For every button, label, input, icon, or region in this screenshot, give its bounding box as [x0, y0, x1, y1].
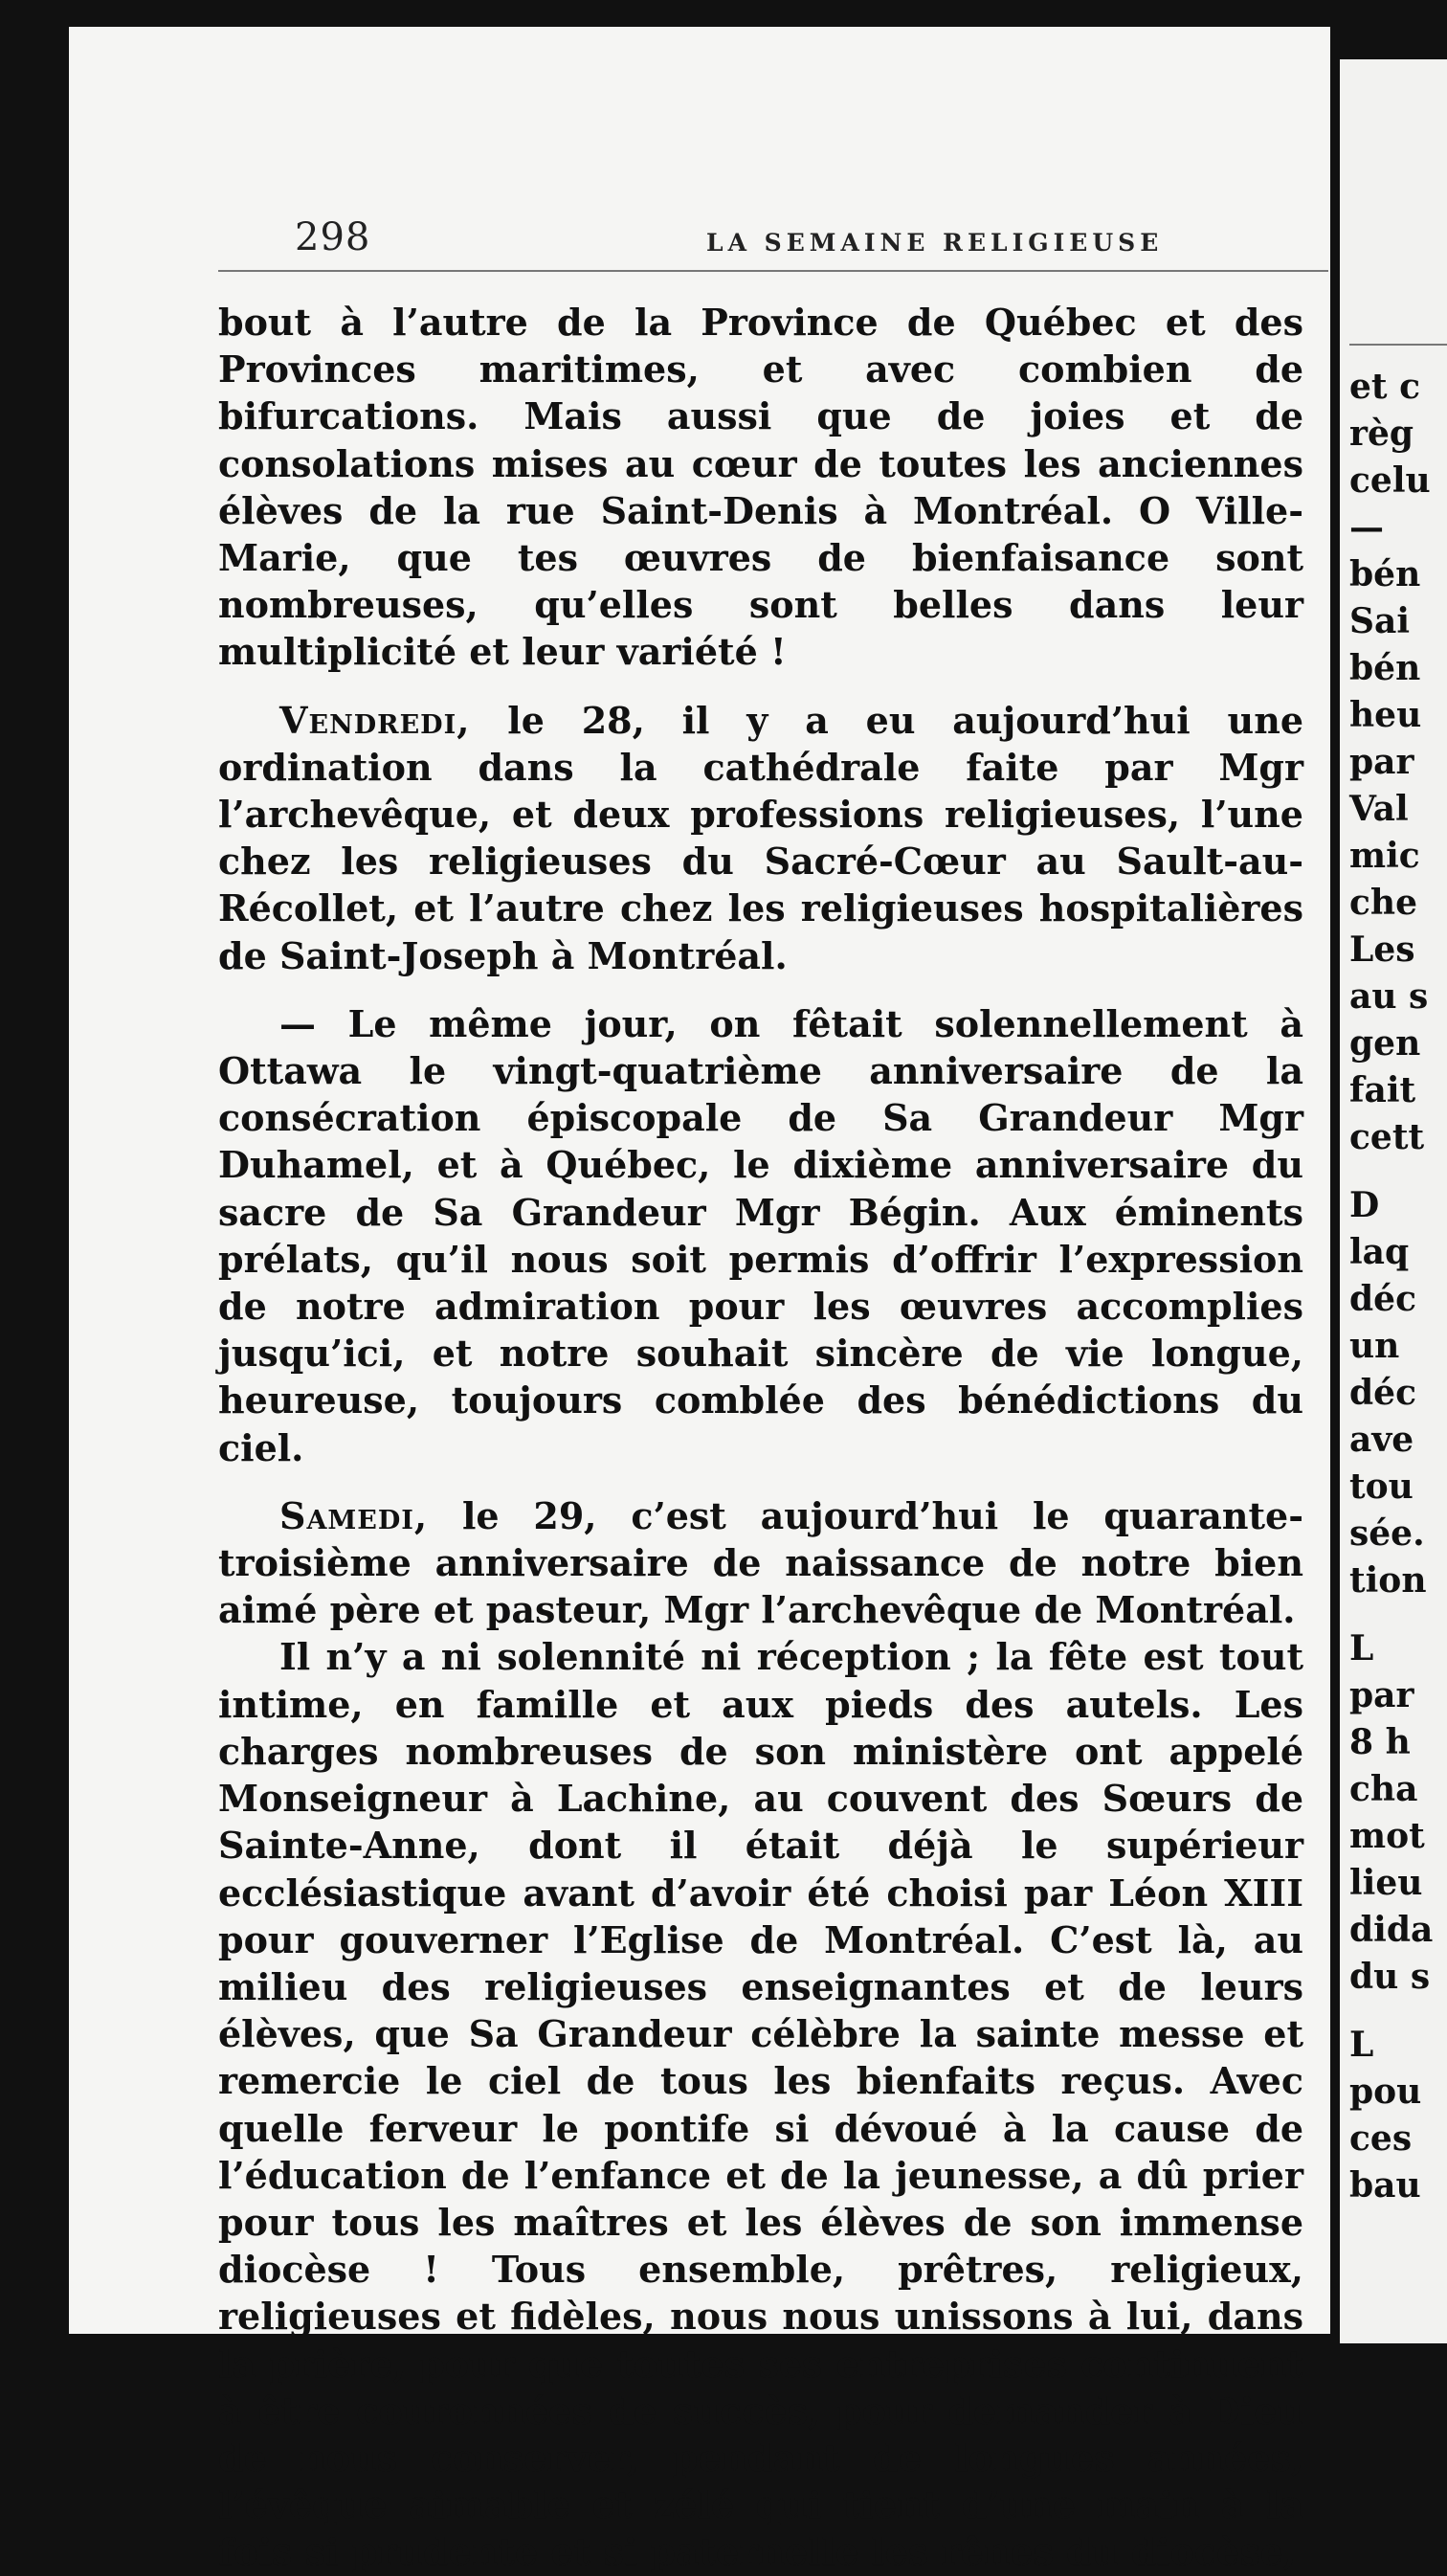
facing-page-fragment: — [1349, 507, 1384, 548]
paragraph-3: — Le même jour, on fêtait solennellement à Ottawa le vingt-quatrième anniversaire de la consécration épiscopale de Sa Grandeur Mgr Duhamel, et à Québec, le dixième anniversaire du sacre de Sa Grandeur Mgr Bégin. Aux éminents prélats, qu’il nous soit permis d’offrir l’expression de notre admiration pour les œuvres accomplies jusqu’ici, et notre souhait sincère de vie longue, heureuse, toujours comblée des bénédictions du ciel. [218, 1001, 1303, 1469]
facing-page-fragments [1349, 364, 1433, 2209]
facing-page-fragment: au s [1349, 976, 1429, 1017]
facing-page-fragment: et c [1349, 367, 1420, 407]
facing-page-fragment: bau [1349, 2165, 1421, 2206]
facing-page-fragment: mot [1349, 1816, 1425, 1856]
facing-page-fragment: Les [1349, 930, 1415, 970]
facing-page-fragment: che [1349, 883, 1417, 923]
paragraph-2-text: le 28, il y a eu aujourd’hui une ordination dans la cathédrale faite par Mgr l’archevêque, et deux professions religieuses, l’une chez les religieuses du Sacré-Cœur au Sault-au-Récollet, et l’autre chez les religieuses hospitalières de Saint-Joseph à Montréal. [218, 698, 1303, 977]
paragraph-1: bout à l’autre de la Province de Québec et des Provinces maritimes, et avec combien de bifurcations. Mais aussi que de joies et de consolations mises au cœur de toutes les anciennes élèves de la rue Saint-Denis à Montréal. O Ville-Marie, que tes œuvres de bienfaisance sont nombreuses, qu’elles sont belles dans leur multiplicité et leur variété ! [218, 301, 1303, 674]
day-lead-vendredi: Vendredi, [279, 698, 471, 742]
day-lead-samedi: Samedi, [279, 1493, 429, 1537]
facing-page-fragment: Sai [1349, 601, 1410, 641]
facing-page-fragment: par [1349, 742, 1414, 782]
facing-page-fragment: fait [1349, 1070, 1416, 1110]
page-number: 298 [295, 215, 371, 259]
facing-page-fragment: règ [1349, 414, 1414, 454]
paragraph-2 [218, 697, 1303, 979]
facing-page-fragment: du s [1349, 1957, 1431, 1997]
facing-page-fragment: déc [1349, 1279, 1416, 1319]
facing-page-fragment: L [1349, 2025, 1374, 2065]
facing-page-fragment: lieu [1349, 1863, 1423, 1903]
facing-page-fragment: tion [1349, 1560, 1427, 1601]
facing-page-fragment: 8 h [1349, 1722, 1411, 1762]
facing-page-fragment: heu [1349, 695, 1422, 735]
facing-page-fragment: par [1349, 1675, 1414, 1715]
facing-page-fragment: ces [1349, 2118, 1413, 2159]
facing-page-fragment: bén [1349, 648, 1421, 688]
facing-page-edge [1340, 59, 1447, 2343]
body-text [218, 299, 1303, 2576]
facing-page-rule [1349, 344, 1447, 346]
facing-page-fragment: un [1349, 1326, 1400, 1366]
facing-page-fragment: bén [1349, 554, 1421, 594]
paragraph-5: Il n’y a ni solennité ni réception ; la fête est tout intime, en famille et aux pieds des autels. Les charges nombreuses de son ministère ont appelé Monseigneur à Lachine, au couvent des Sœurs de Sainte-Anne, dont il était déjà le supérieur ecclésiastique avant d’avoir été choisi par Léon XIII pour gouverner l’Eglise de Montréal. C’est là, au milieu des religieuses enseignantes et de leurs élèves, que Sa Grandeur célèbre la sainte messe et remercie le ciel de tous les bienfaits reçus. Avec quelle ferveur le pontife si dévoué à la cause de l’éducation de l’enfance et de la jeunesse, a dû prier pour tous les maîtres et les élèves de son immense diocèse ! Tous ensemble, prêtres, religieux, religieuses et fidèles, nous nous unissons à lui, dans la prière, pour que toutes ses entreprises continuent à être couronnées de succès, pour demander à Dieu de nous conserver, pendant de longues années, l’évêque aimable et zélé qui tient d’une main à la fois si prudente et si paternelle les rênes du diocèse, [218, 1635, 1303, 2574]
facing-page-fragment: D [1349, 1185, 1380, 1225]
facing-page-fragment: L [1349, 1628, 1374, 1669]
paragraph-4 [218, 1492, 1303, 1634]
facing-page-fragment: dida [1349, 1910, 1434, 1950]
facing-page-fragment: mic [1349, 836, 1420, 876]
facing-page-fragment [1349, 1604, 1433, 1625]
running-head [295, 194, 1330, 259]
facing-page-fragment: sée. [1349, 1513, 1425, 1554]
facing-page-fragment: cett [1349, 1117, 1425, 1157]
facing-page-fragment: celu [1349, 460, 1431, 501]
facing-page-fragment [1349, 2001, 1433, 2022]
facing-page-fragment: déc [1349, 1373, 1416, 1413]
facing-page-fragment: tou [1349, 1467, 1414, 1507]
journal-title: LA SEMAINE RELIGIEUSE [706, 229, 1164, 257]
header-rule [218, 270, 1328, 272]
paragraph-4-text: le 29, c’est aujourd’hui le quarante-troisième anniversaire de naissance de notre bien aimé père et pasteur, Mgr l’archevêque de Montréal. [218, 1493, 1303, 1632]
facing-page-fragment: laq [1349, 1232, 1410, 1272]
facing-page-fragment [1349, 1161, 1433, 1182]
facing-page-fragment: Val [1349, 789, 1409, 829]
facing-page-fragment: cha [1349, 1769, 1418, 1809]
facing-page-fragment: pou [1349, 2072, 1422, 2112]
facing-page-fragment: ave [1349, 1420, 1414, 1460]
facing-page-fragment: gen [1349, 1023, 1421, 1064]
